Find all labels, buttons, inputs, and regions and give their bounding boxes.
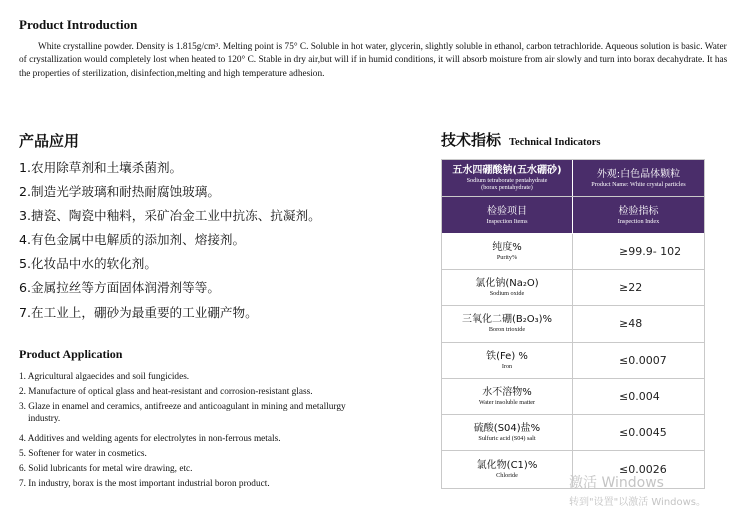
en-application-item: 7. In industry, borax is the most important industrial boron product. [19, 479, 270, 489]
spec-value: ≤0.0026 [619, 462, 667, 476]
en-application-item: 4. Additives and welding agents for electrolytes in non-ferrous metals. [19, 434, 281, 444]
spec-item-en: Boron trioxide [488, 326, 526, 334]
spec-index-header [573, 197, 704, 233]
spec-item-en: Purity% [496, 254, 518, 262]
spec-value-cell [573, 234, 704, 269]
en-application-title: Product Application [19, 347, 123, 361]
en-application-item: 6. Solid lubricants for metal wire drawing, etc. [19, 464, 193, 474]
en-application-item: 5. Softener for water in cosmetics. [19, 449, 147, 459]
tech-title-en: Technical Indicators [509, 137, 601, 148]
spec-item-cn: 纯度% [492, 242, 522, 254]
watermark-line-1: 激活 Windows [569, 475, 664, 491]
spec-appearance-cn: 外观:白色晶体颗粒 [596, 168, 681, 180]
intro-paragraph: White crystalline powder. Density is 1.815g/cm³. Melting point is 75° C. Soluble in hot water, glycerin, slightly soluble in ethanol, carbon tetrachloride. Aqueous solution is basic. Water of crystallization would completely lost when heated to 120° C. Stable in dry air,but will if in humid conditions, it will absorb moisture from air slowly and turn into borax decahydrate. It has the properties of sterilization, disinfection,melting and high temperature adhesion. [19, 42, 728, 79]
spec-items-header [442, 197, 573, 233]
spec-item-cn: 铁(Fe) % [486, 350, 528, 362]
spec-item-cell [442, 415, 573, 450]
spec-value-cell [573, 270, 704, 305]
spec-item-en: Chloride [496, 471, 518, 479]
cn-application-item: 6.金属拉丝等方面固体润滑剂等等。 [19, 280, 220, 296]
spec-item-cn: 氯化钠(Na₂O) [475, 278, 539, 290]
cn-application-title: 产品应用 [19, 132, 80, 150]
cn-application-item: 3.搪瓷、陶瓷中釉料，采矿冶金工业中抗冻、抗凝剂。 [19, 208, 321, 224]
spec-product-row [442, 160, 704, 197]
spec-item-cn: 水不溶物% [482, 386, 532, 398]
watermark-line-2: 转到"设置"以激活 Windows。 [569, 497, 707, 508]
spec-row-boron-trioxide [442, 306, 704, 342]
spec-item-cell [442, 306, 573, 341]
spec-value: ≤0.004 [619, 389, 660, 403]
spec-product-cell [442, 160, 573, 196]
spec-item-cell [442, 270, 573, 305]
cn-application-list [19, 158, 321, 327]
spec-value: ≥99.9- 102 [619, 245, 682, 259]
spec-row-purity [442, 234, 704, 270]
spec-index-header-en: Inspection Index [617, 217, 660, 225]
intro-title: Product Introduction [19, 17, 138, 32]
en-application-item: 3. Glaze in enamel and ceramics, antifreeze and anticoagulant in mining and metallurgy industry. [19, 402, 346, 424]
windows-activation-watermark [569, 472, 706, 508]
spec-value-cell [573, 306, 704, 341]
spec-items-header-en: Inspection Items [486, 217, 528, 225]
spec-row-sulfate [442, 415, 704, 451]
spec-value-cell [573, 379, 704, 414]
tech-title-cn: 技术指标 [441, 131, 502, 149]
spec-item-en: Water insoluble matter [478, 398, 536, 406]
spec-value-cell [573, 343, 704, 378]
spec-item-cn: 氯化物(C1)% [476, 459, 538, 471]
spec-value: ≤0.0007 [619, 353, 667, 367]
spec-item-cn: 三氧化二硼(B₂O₃)% [461, 314, 553, 326]
en-application-item: 2. Manufacture of optical glass and heat-resistant and corrosion-resistant glass. [19, 387, 313, 397]
cn-application-item: 4.有色金属中电解质的添加剂、熔接剂。 [19, 232, 246, 248]
spec-value: ≥22 [619, 281, 643, 295]
spec-product-cn: 五水四硼酸钠(五水硼砂) [452, 165, 562, 176]
spec-index-header-cn: 检验指标 [618, 205, 659, 217]
spec-item-cell [442, 451, 573, 487]
spec-item-cell [442, 379, 573, 414]
spec-value: ≤0.0045 [619, 426, 667, 440]
en-application-item: 1. Agricultural algaecides and soil fungicides. [19, 372, 190, 382]
spec-item-en: Iron [501, 362, 513, 370]
cn-application-item: 5.化妆品中水的软化剂。 [19, 256, 157, 272]
spec-item-en: Sulfuric acid (S04) salt [478, 435, 536, 443]
spec-value: ≥48 [619, 317, 643, 331]
spec-appearance-cell [573, 160, 704, 196]
cn-application-item: 7.在工业上，硼砂为最重要的工业硼产物。 [19, 304, 258, 320]
tech-title [441, 129, 601, 150]
spec-item-cell [442, 234, 573, 269]
spec-table [441, 159, 705, 489]
spec-row-iron [442, 343, 704, 379]
spec-row-water-insoluble [442, 379, 704, 415]
spec-item-en: Sodium oxide [489, 290, 525, 298]
spec-product-en-2: (borax pentahydrate) [481, 184, 533, 191]
spec-appearance-en: Product Name: White crystal particles [591, 180, 686, 188]
spec-row-sodium-oxide [442, 270, 704, 306]
en-application-list [19, 371, 429, 493]
spec-product-en: Sodium tetraborate pentahydrate [466, 177, 548, 184]
cn-application-item: 1.农用除草剂和土壤杀菌剂。 [19, 160, 183, 175]
cn-application-item: 2.制造光学玻璃和耐热耐腐蚀玻璃。 [19, 184, 220, 200]
spec-value-cell [573, 415, 704, 450]
spec-item-cell [442, 343, 573, 378]
spec-header-row [442, 197, 704, 234]
spec-items-header-cn: 检验项目 [487, 205, 527, 217]
spec-item-cn: 硫酸(S04)盐% [473, 423, 541, 435]
